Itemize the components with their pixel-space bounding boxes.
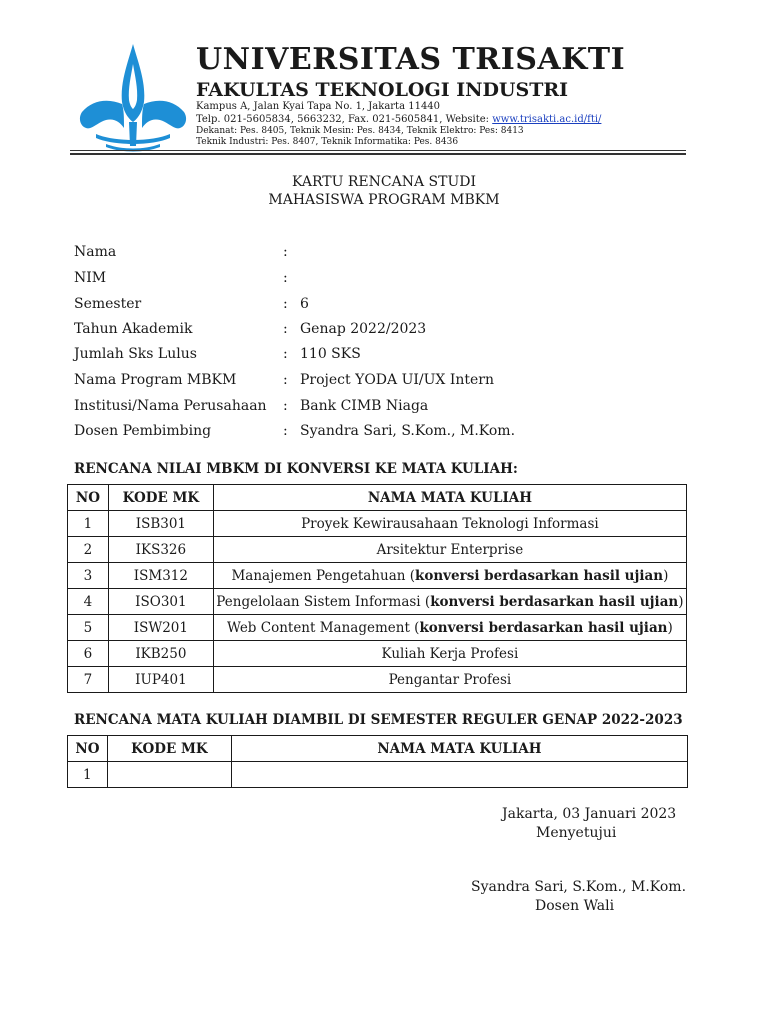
cell-no: 4 xyxy=(68,589,109,615)
field-tahun-akademik xyxy=(74,321,694,341)
table-row xyxy=(68,641,687,667)
conversion-note: konversi berdasarkan hasil ujian xyxy=(430,593,679,610)
field-semester xyxy=(74,296,694,316)
cell-nama xyxy=(213,589,686,615)
col-header-no: NO xyxy=(68,736,108,762)
conversion-note: konversi berdasarkan hasil ujian xyxy=(419,619,668,636)
cell-no: 1 xyxy=(68,511,109,537)
konversi-table xyxy=(67,484,687,693)
col-header-kode: KODE MK xyxy=(107,736,231,762)
col-header-nama: NAMA MATA KULIAH xyxy=(231,736,687,762)
reguler-table xyxy=(67,735,688,788)
table-row xyxy=(68,537,687,563)
table-row xyxy=(68,563,687,589)
conversion-note: konversi berdasarkan hasil ujian xyxy=(415,567,664,584)
course-name-close: ) xyxy=(667,619,673,636)
cell-no: 6 xyxy=(68,641,109,667)
cell-kode: ISO301 xyxy=(108,589,213,615)
cell-nama xyxy=(231,762,687,788)
signatory-role: Dosen Wali xyxy=(535,898,615,914)
field-nama xyxy=(74,244,694,264)
field-label: Tahun Akademik xyxy=(74,321,193,337)
field-value: Project YODA UI/UX Intern xyxy=(300,372,495,388)
course-name-close: ) xyxy=(678,593,684,610)
university-logo xyxy=(78,42,188,152)
field-label: Institusi/Nama Perusahaan xyxy=(74,398,267,414)
field-value: Syandra Sari, S.Kom., M.Kom. xyxy=(300,423,516,439)
faculty-name: FAKULTAS TEKNOLOGI INDUSTRI xyxy=(196,79,569,101)
course-name-close: ) xyxy=(663,567,669,584)
col-header-nama: NAMA MATA KULIAH xyxy=(213,485,686,511)
cell-kode: IKB250 xyxy=(108,641,213,667)
field-label: Nama Program MBKM xyxy=(74,372,237,388)
table-row xyxy=(68,762,688,788)
extension-line-2: Teknik Industri: Pes. 8407, Teknik Informatika: Pes. 8436 xyxy=(196,137,459,147)
cell-no: 3 xyxy=(68,563,109,589)
field-nim xyxy=(74,270,694,290)
university-name: UNIVERSITAS TRISAKTI xyxy=(196,42,626,77)
contact-text: Telp. 021-5605834, 5663232, Fax. 021-5605841, Website: xyxy=(196,114,493,125)
field-value: 6 xyxy=(300,296,309,312)
cell-nama: Arsitektur Enterprise xyxy=(213,537,686,563)
document-subtitle: MAHASISWA PROGRAM MBKM xyxy=(268,192,500,208)
course-name: Pengelolaan Sistem Informasi ( xyxy=(216,593,431,610)
field-institusi xyxy=(74,398,694,418)
field-colon: : xyxy=(283,321,288,337)
cell-nama xyxy=(213,563,686,589)
cell-no: 7 xyxy=(68,667,109,693)
field-value: 110 SKS xyxy=(300,346,361,362)
contact-line xyxy=(196,114,601,125)
field-label: Semester xyxy=(74,296,142,312)
cell-kode: ISW201 xyxy=(108,615,213,641)
cell-kode xyxy=(107,762,231,788)
field-label: NIM xyxy=(74,270,107,286)
field-colon: : xyxy=(283,346,288,362)
extension-line: Dekanat: Pes. 8405, Teknik Mesin: Pes. 8434, Teknik Elektro: Pes: 8413 xyxy=(196,126,524,136)
field-value: Bank CIMB Niaga xyxy=(300,398,429,414)
table-row xyxy=(68,667,687,693)
field-program-mbkm xyxy=(74,372,694,392)
header-divider-thick xyxy=(70,153,686,155)
cell-kode: IKS326 xyxy=(108,537,213,563)
table-row xyxy=(68,511,687,537)
field-colon: : xyxy=(283,398,288,414)
cell-nama xyxy=(213,615,686,641)
field-colon: : xyxy=(283,244,288,260)
table-header-row xyxy=(68,736,688,762)
signatory-name: Syandra Sari, S.Kom., M.Kom. xyxy=(471,879,687,895)
field-value: Genap 2022/2023 xyxy=(300,321,427,337)
col-header-kode: KODE MK xyxy=(108,485,213,511)
cell-kode: ISM312 xyxy=(108,563,213,589)
table-row xyxy=(68,615,687,641)
cell-no: 2 xyxy=(68,537,109,563)
website-link[interactable]: www.trisakti.ac.id/fti/ xyxy=(492,114,602,125)
field-label: Jumlah Sks Lulus xyxy=(74,346,197,362)
field-dosen-pembimbing xyxy=(74,423,694,443)
table-header-row xyxy=(68,485,687,511)
col-header-no: NO xyxy=(68,485,109,511)
approval-text: Menyetujui xyxy=(536,825,617,841)
cell-nama: Pengantar Profesi xyxy=(213,667,686,693)
field-label: Dosen Pembimbing xyxy=(74,423,212,439)
cell-nama: Kuliah Kerja Profesi xyxy=(213,641,686,667)
document-title: KARTU RENCANA STUDI xyxy=(291,174,476,190)
header-divider xyxy=(70,150,686,151)
table-row xyxy=(68,589,687,615)
cell-nama: Proyek Kewirausahaan Teknologi Informasi xyxy=(213,511,686,537)
cell-no: 5 xyxy=(68,615,109,641)
section-title-konversi: RENCANA NILAI MBKM DI KONVERSI KE MATA KULIAH: xyxy=(74,461,518,477)
cell-no: 1 xyxy=(68,762,108,788)
cell-kode: IUP401 xyxy=(108,667,213,693)
address-line: Kampus A, Jalan Kyai Tapa No. 1, Jakarta 11440 xyxy=(196,101,441,112)
course-name: Web Content Management ( xyxy=(227,619,420,636)
section-title-reguler: RENCANA MATA KULIAH DIAMBIL DI SEMESTER REGULER GENAP 2022-2023 xyxy=(74,712,683,728)
field-colon: : xyxy=(283,423,288,439)
field-colon: : xyxy=(283,296,288,312)
place-date: Jakarta, 03 Januari 2023 xyxy=(502,806,677,822)
field-jumlah-sks xyxy=(74,346,694,366)
field-colon: : xyxy=(283,270,288,286)
course-name: Manajemen Pengetahuan ( xyxy=(231,567,415,584)
field-label: Nama xyxy=(74,244,117,260)
cell-kode: ISB301 xyxy=(108,511,213,537)
field-colon: : xyxy=(283,372,288,388)
